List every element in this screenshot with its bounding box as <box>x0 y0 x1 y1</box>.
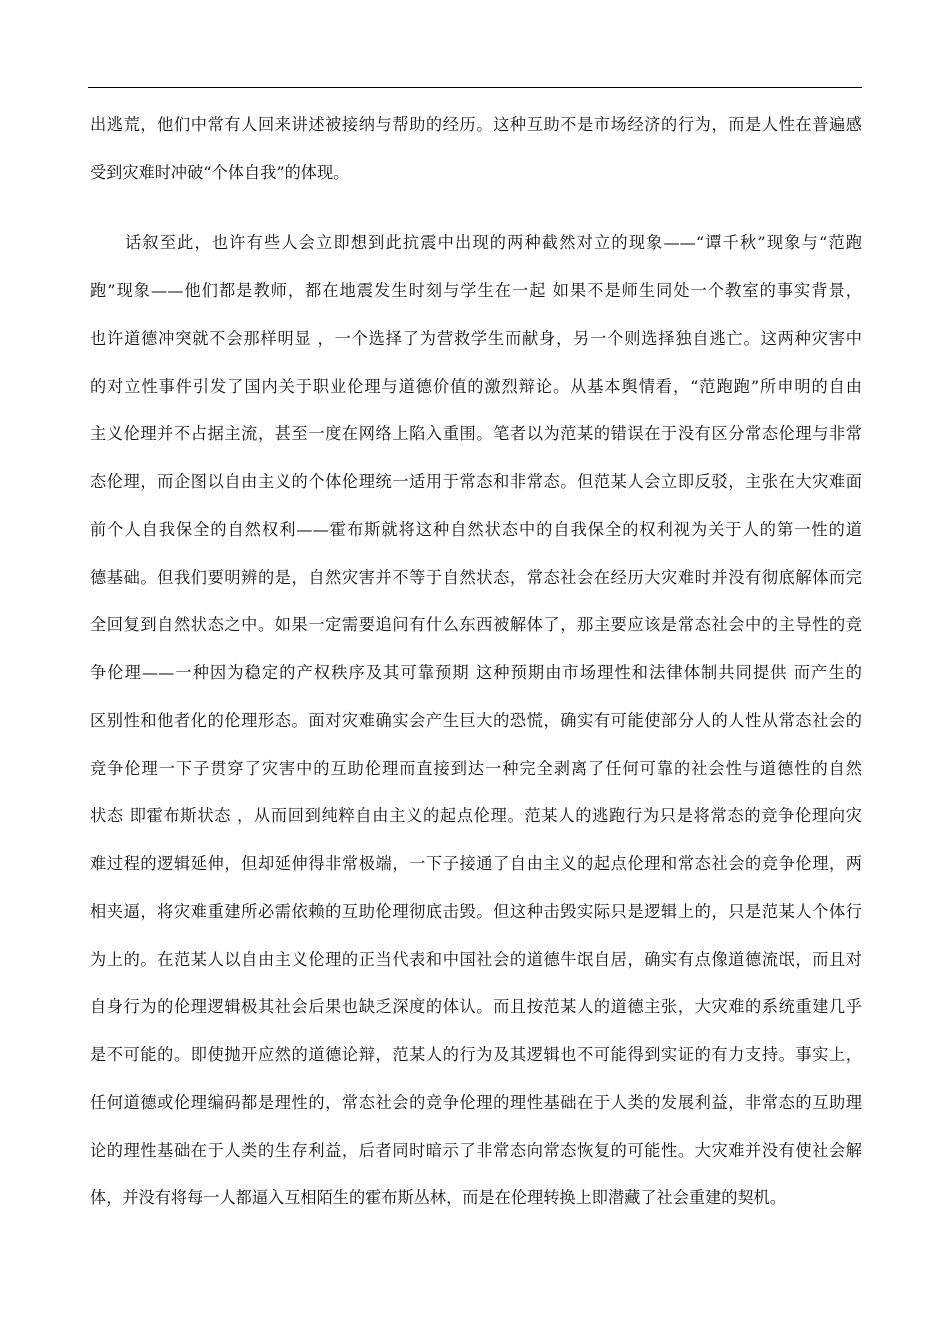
text-line: 也许道德冲突就不会那样明显 ，一个选择了为营救学生而献身，另一个则选择独自逃亡。这两种灾害中 <box>90 329 862 348</box>
text-line: 前个人自我保全的自然权利——霍布斯就将这种自然状态中的自我保全的权利视为关于人的第一性的道 <box>90 520 862 539</box>
text-line: 难过程的逻辑延伸，但却延伸得非常极端，一下子接通了自由主义的起点伦理和常态社会的竞争伦理，两 <box>90 854 862 873</box>
text-line: 竞争伦理一下子贯穿了灾害中的互助伦理而直接到达一种完全剥离了任何可靠的社会性与道德性的自然 <box>90 759 862 778</box>
text-line: 态伦理，而企图以自由主义的个体伦理统一适用于常态和非常态。但范某人会立即反驳，主张在大灾难面 <box>90 472 862 491</box>
text-line: 的对立性事件引发了国内关于职业伦理与道德价值的激烈辩论。从基本舆情看，“范跑跑”所申明的自由 <box>90 377 862 396</box>
text-line: 论的理性基础在于人类的生存利益，后者同时暗示了非常态向常态恢复的可能性。大灾难并没有使社会解 <box>90 1141 862 1160</box>
text-line: 全回复到自然状态之中。如果一定需要追问有什么东西被解体了，那主要应该是常态社会中的主导性的竞 <box>90 615 862 634</box>
text-line: 状态 即霍布斯状态 ，从而回到纯粹自由主义的起点伦理。范某人的逃跑行为只是将常态的竞争伦理向灾 <box>90 806 862 825</box>
text-line: 是不可能的。即使抛开应然的道德论辩，范某人的行为及其逻辑也不可能得到实证的有力支持。事实上， <box>90 1045 862 1064</box>
text-line: 相夹逼，将灾难重建所必需依赖的互助伦理彻底击毁。但这种击毁实际只是逻辑上的，只是范某人个体行 <box>90 902 862 921</box>
header-rule <box>88 87 862 88</box>
text-line: 争伦理——一种因为稳定的产权秩序及其可靠预期 这种预期由市场理性和法律体制共同提供 而产生的 <box>90 663 862 682</box>
text-line: 自身行为的伦理逻辑极其社会后果也缺乏深度的体认。而且按范某人的道德主张，大灾难的系统重建几乎 <box>90 997 862 1016</box>
text-line: 出逃荒，他们中常有人回来讲述被接纳与帮助的经历。这种互助不是市场经济的行为，而是人性在普遍感 <box>90 115 862 134</box>
text-line: 跑”现象——他们都是教师，都在地震发生时刻与学生在一起 如果不是师生同处一个教室的事实背景， <box>90 281 862 300</box>
text-line: 任何道德或伦理编码都是理性的，常态社会的竞争伦理的理性基础在于人类的发展利益，非常态的互助理 <box>90 1093 862 1112</box>
text-line: 体，并没有将每一人都逼入互相陌生的霍布斯丛林，而是在伦理转换上即潜藏了社会重建的契机。 <box>90 1188 787 1207</box>
text-line: 德基础。但我们要明辨的是，自然灾害并不等于自然状态，常态社会在经历大灾难时并没有彻底解体而完 <box>90 568 862 587</box>
text-line: 为上的。在范某人以自由主义伦理的正当代表和中国社会的道德牛氓自居，确实有点像道德流氓，而且对 <box>90 950 862 969</box>
text-line: 话叙至此，也许有些人会立即想到此抗震中出现的两种截然对立的现象——“谭千秋”现象与“范跑 <box>125 233 862 252</box>
text-line: 区别性和他者化的伦理形态。面对灾难确实会产生巨大的恐慌，确实有可能使部分人的人性从常态社会的 <box>90 711 862 730</box>
text-line: 主义伦理并不占据主流，甚至一度在网络上陷入重围。笔者以为范某的错误在于没有区分常态伦理与非常 <box>90 424 862 443</box>
text-line: 受到灾难时冲破“个体自我”的体现。 <box>90 163 350 182</box>
